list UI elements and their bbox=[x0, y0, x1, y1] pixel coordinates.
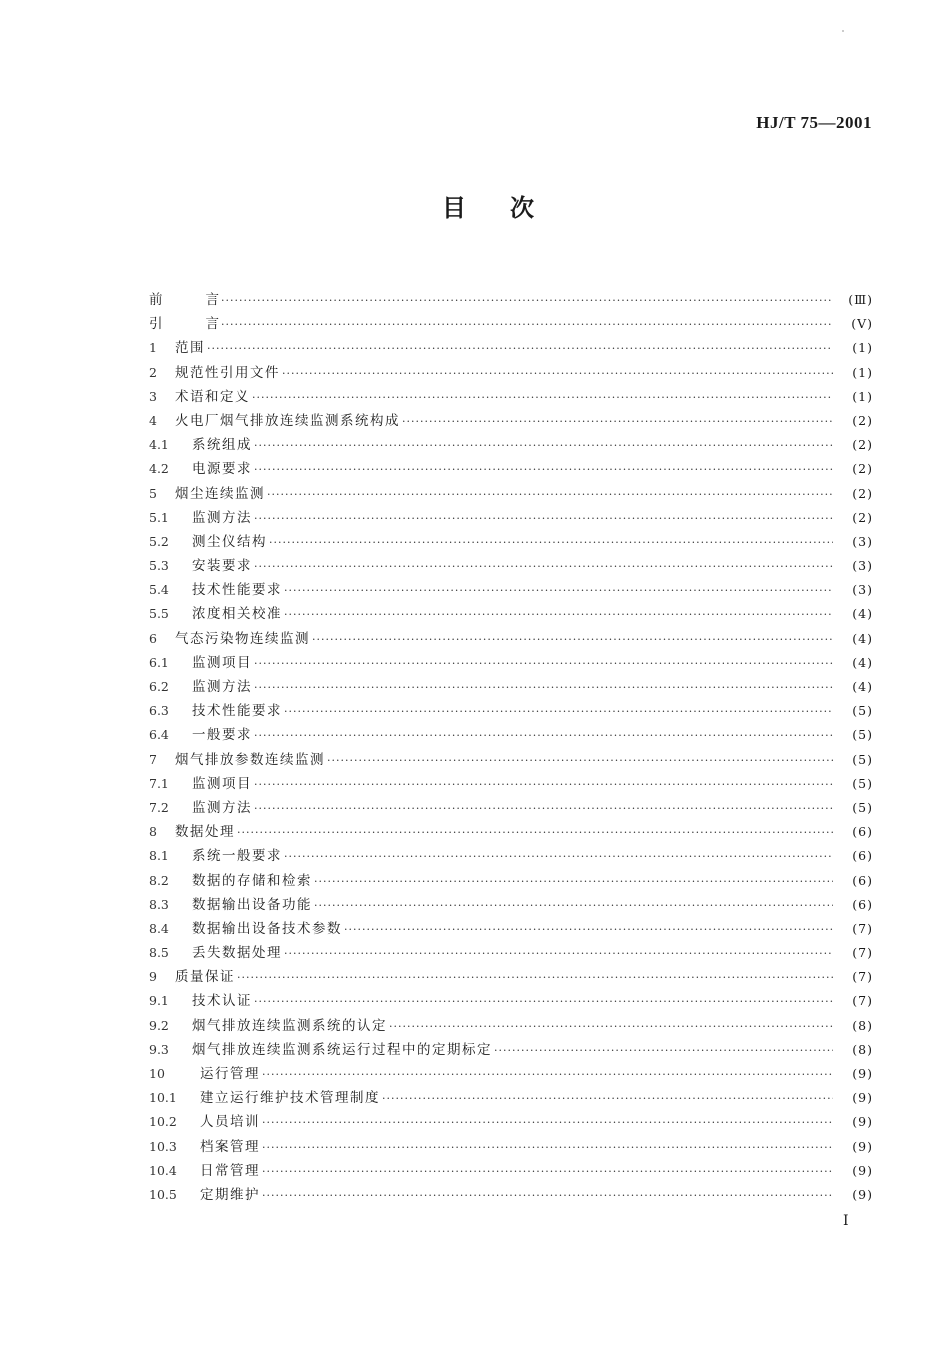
toc-entry-label: 数据输出设备技术参数 bbox=[192, 920, 342, 937]
toc-entry[interactable] bbox=[149, 1110, 873, 1134]
toc-entry-number: 6 bbox=[149, 630, 157, 646]
toc-entry-label: 建立运行维护技术管理制度 bbox=[200, 1090, 380, 1107]
toc-entry[interactable] bbox=[149, 965, 873, 989]
toc-entry-label: 人员培训 bbox=[200, 1114, 260, 1131]
toc-entry-page: (6) bbox=[852, 848, 873, 864]
toc-leader-dots bbox=[237, 971, 833, 984]
toc-leader-dots bbox=[254, 802, 833, 815]
toc-entry-page: (9) bbox=[852, 1138, 873, 1154]
toc-entry-page: (5) bbox=[852, 703, 873, 719]
toc-entry[interactable] bbox=[149, 917, 873, 941]
toc-entry-number: 6.1 bbox=[149, 654, 169, 670]
toc-entry-page: (2) bbox=[852, 485, 873, 501]
toc-leader-dots bbox=[284, 850, 833, 863]
toc-entry-label: 监测方法 bbox=[192, 509, 252, 526]
toc-entry-page: (6) bbox=[852, 872, 873, 888]
toc-entry-number: 4.2 bbox=[149, 461, 169, 477]
page-number: I bbox=[843, 1213, 849, 1229]
toc-entry-page: (2) bbox=[852, 437, 873, 453]
page-title-char: 次 bbox=[510, 194, 578, 222]
toc-entry-label-char: 引 bbox=[149, 316, 163, 333]
toc-entry-number: 10.4 bbox=[149, 1162, 177, 1178]
toc-entry-label: 烟气排放连续监测系统的认定 bbox=[192, 1017, 387, 1034]
toc-entry[interactable] bbox=[149, 869, 873, 893]
toc-entry-number: 8.5 bbox=[149, 945, 169, 961]
toc-entry[interactable] bbox=[149, 748, 873, 772]
toc-entry-page: (9) bbox=[852, 1066, 873, 1081]
toc-leader-dots bbox=[389, 1020, 833, 1033]
toc-entry-label: 安装要求 bbox=[192, 558, 252, 575]
toc-entry-label: 气态污染物连续监测 bbox=[175, 630, 310, 647]
toc-leader-dots bbox=[254, 560, 833, 573]
toc-entry[interactable] bbox=[149, 578, 873, 602]
toc-entry-number: 10.1 bbox=[149, 1090, 177, 1106]
toc-entry-number: 5.2 bbox=[149, 533, 169, 549]
toc-entry[interactable] bbox=[149, 1014, 873, 1038]
toc-entry-page: (2) bbox=[852, 412, 873, 428]
toc-entry-page: (3) bbox=[852, 558, 873, 574]
toc-entry-number: 9.2 bbox=[149, 1017, 169, 1033]
toc-entry-label: 系统一般要求 bbox=[192, 848, 282, 865]
toc-entry[interactable] bbox=[149, 554, 873, 578]
toc-entry-label: 技术认证 bbox=[192, 993, 252, 1010]
toc-entry-number: 4.1 bbox=[149, 437, 169, 453]
toc-entry[interactable] bbox=[149, 361, 873, 385]
toc-entry-label: 定期维护 bbox=[200, 1186, 260, 1203]
toc-entry-label-char: 言 bbox=[205, 292, 219, 308]
toc-leader-dots bbox=[262, 1116, 833, 1129]
toc-entry[interactable] bbox=[149, 385, 873, 409]
toc-entry[interactable] bbox=[149, 288, 873, 312]
toc-entry-label: 规范性引用文件 bbox=[175, 364, 280, 381]
toc-entry-number: 5 bbox=[149, 485, 157, 501]
toc-entry-number: 3 bbox=[149, 388, 157, 404]
toc-entry-number: 6.3 bbox=[149, 703, 169, 719]
toc-leader-dots bbox=[221, 294, 833, 307]
toc-entry-label bbox=[149, 312, 219, 332]
toc-leader-dots bbox=[344, 923, 833, 936]
table-of-contents bbox=[149, 288, 873, 1207]
toc-leader-dots bbox=[254, 512, 833, 525]
toc-entry-number: 5.3 bbox=[149, 558, 169, 574]
toc-entry-number: 9.1 bbox=[149, 993, 169, 1009]
toc-entry-label: 数据处理 bbox=[175, 824, 235, 841]
toc-entry[interactable] bbox=[149, 1135, 873, 1159]
toc-entry-number: 5.4 bbox=[149, 582, 169, 598]
toc-entry-page: (4) bbox=[852, 606, 873, 622]
toc-leader-dots bbox=[314, 899, 833, 912]
toc-entry-page: (9) bbox=[852, 1162, 873, 1178]
toc-entry-number: 7 bbox=[149, 751, 157, 767]
toc-entry-number: 6.4 bbox=[149, 727, 169, 743]
toc-entry-page: (4) bbox=[852, 654, 873, 670]
toc-entry-page: (4) bbox=[852, 679, 873, 694]
toc-entry-number: 10.5 bbox=[149, 1186, 177, 1202]
toc-entry-page: (5) bbox=[852, 727, 873, 743]
toc-entry-number: 7.2 bbox=[149, 799, 169, 815]
toc-entry-page: (8) bbox=[852, 1017, 873, 1033]
toc-entry-number: 4 bbox=[149, 412, 157, 428]
page-title-char: 目 bbox=[442, 194, 510, 222]
toc-entry-label: 技术性能要求 bbox=[192, 582, 282, 599]
toc-entry-page: (5) bbox=[852, 751, 873, 767]
toc-entry[interactable] bbox=[149, 336, 873, 360]
toc-entry[interactable] bbox=[149, 506, 873, 530]
toc-entry[interactable] bbox=[149, 699, 873, 723]
toc-entry-page: (1) bbox=[852, 340, 873, 356]
toc-entry-label: 监测方法 bbox=[192, 799, 252, 816]
toc-entry-label: 术语和定义 bbox=[175, 388, 250, 405]
toc-entry-page: (2) bbox=[852, 509, 873, 525]
toc-entry-label-char: 前 bbox=[149, 292, 163, 308]
toc-entry-label: 浓度相关校准 bbox=[192, 606, 282, 623]
toc-leader-dots bbox=[284, 584, 833, 597]
toc-leader-dots bbox=[252, 391, 833, 404]
toc-leader-dots bbox=[262, 1141, 833, 1154]
toc-entry-page: (7) bbox=[852, 969, 873, 985]
toc-entry[interactable] bbox=[149, 893, 873, 917]
toc-leader-dots bbox=[254, 995, 833, 1008]
toc-entry-page: (1) bbox=[852, 388, 873, 404]
toc-leader-dots bbox=[262, 1068, 833, 1081]
toc-entry[interactable] bbox=[149, 772, 873, 796]
toc-entry[interactable] bbox=[149, 989, 873, 1013]
toc-entry-page: (4) bbox=[852, 630, 873, 646]
toc-entry[interactable] bbox=[149, 602, 873, 626]
toc-leader-dots bbox=[262, 1189, 833, 1202]
toc-entry-number: 10.3 bbox=[149, 1138, 177, 1154]
toc-entry-number: 5.1 bbox=[149, 509, 169, 525]
toc-entry-page: (7) bbox=[852, 920, 873, 936]
toc-entry[interactable] bbox=[149, 675, 873, 699]
toc-entry[interactable] bbox=[149, 796, 873, 820]
toc-entry-number: 1 bbox=[149, 340, 157, 356]
toc-entry-page: (9) bbox=[852, 1090, 873, 1106]
toc-entry-label: 一般要求 bbox=[192, 727, 252, 744]
toc-leader-dots bbox=[254, 439, 833, 452]
toc-entry[interactable] bbox=[149, 723, 873, 747]
toc-entry-number: 8 bbox=[149, 824, 157, 840]
toc-entry-page: (7) bbox=[852, 945, 873, 961]
toc-entry-label-char: 言 bbox=[205, 316, 219, 333]
toc-entry[interactable] bbox=[149, 1038, 873, 1062]
toc-entry-page: (8) bbox=[852, 1041, 873, 1057]
toc-entry-page: (5) bbox=[852, 799, 873, 815]
toc-entry[interactable] bbox=[149, 530, 873, 554]
toc-entry-label: 系统组成 bbox=[192, 437, 252, 454]
toc-entry-page: (2) bbox=[852, 461, 873, 477]
toc-entry[interactable] bbox=[149, 409, 873, 433]
toc-entry-label: 档案管理 bbox=[200, 1138, 260, 1155]
toc-entry-label: 日常管理 bbox=[200, 1162, 260, 1179]
toc-entry-label: 监测方法 bbox=[192, 679, 252, 695]
toc-entry-label: 监测项目 bbox=[192, 654, 252, 671]
toc-leader-dots bbox=[254, 657, 833, 670]
toc-entry-label: 火电厂烟气排放连续监测系统构成 bbox=[175, 412, 400, 429]
toc-entry[interactable] bbox=[149, 433, 873, 457]
toc-entry-page: (Ⅲ) bbox=[848, 292, 873, 307]
toc-leader-dots bbox=[282, 367, 833, 380]
toc-entry[interactable] bbox=[149, 651, 873, 675]
toc-leader-dots bbox=[494, 1044, 833, 1057]
toc-entry-number: 10.2 bbox=[149, 1114, 177, 1130]
toc-leader-dots bbox=[312, 633, 833, 646]
toc-entry-number: 8.3 bbox=[149, 896, 169, 912]
toc-entry-number: 5.5 bbox=[149, 606, 169, 622]
page-title bbox=[0, 188, 950, 223]
toc-entry[interactable] bbox=[149, 1062, 873, 1086]
toc-entry[interactable] bbox=[149, 457, 873, 481]
toc-leader-dots bbox=[254, 463, 833, 476]
toc-entry[interactable] bbox=[149, 312, 873, 336]
toc-entry[interactable] bbox=[149, 1183, 873, 1207]
toc-entry-number: 7.1 bbox=[149, 775, 169, 791]
toc-entry-label: 技术性能要求 bbox=[192, 703, 282, 720]
toc-entry-label: 烟气排放参数连续监测 bbox=[175, 751, 325, 768]
toc-entry[interactable] bbox=[149, 627, 873, 651]
toc-leader-dots bbox=[254, 681, 833, 694]
toc-leader-dots bbox=[284, 705, 833, 718]
toc-leader-dots bbox=[254, 778, 833, 791]
toc-entry-number: 8.4 bbox=[149, 920, 169, 936]
toc-entry-number: 9 bbox=[149, 969, 157, 985]
toc-entry-label: 烟尘连续监测 bbox=[175, 485, 265, 502]
toc-entry-label: 范围 bbox=[175, 340, 205, 357]
toc-leader-dots bbox=[284, 608, 833, 621]
toc-leader-dots bbox=[207, 342, 833, 355]
toc-entry-page: (9) bbox=[852, 1186, 873, 1202]
toc-entry-number: 6.2 bbox=[149, 679, 169, 694]
toc-leader-dots bbox=[402, 415, 833, 428]
toc-entry-page: (6) bbox=[852, 896, 873, 912]
toc-leader-dots bbox=[221, 318, 833, 331]
toc-entry-number: 8.2 bbox=[149, 872, 169, 888]
toc-entry-label: 监测项目 bbox=[192, 775, 252, 792]
toc-leader-dots bbox=[382, 1092, 833, 1105]
scan-mark bbox=[842, 30, 844, 32]
toc-entry-page: (9) bbox=[852, 1114, 873, 1130]
toc-entry[interactable] bbox=[149, 482, 873, 506]
toc-entry-number: 8.1 bbox=[149, 848, 169, 864]
toc-entry-page: (3) bbox=[852, 582, 873, 598]
toc-entry-page: (6) bbox=[852, 824, 873, 840]
toc-leader-dots bbox=[327, 754, 833, 767]
toc-entry-label: 数据输出设备功能 bbox=[192, 896, 312, 913]
toc-leader-dots bbox=[254, 729, 833, 742]
document-code: HJ/T 75—2001 bbox=[756, 113, 872, 132]
toc-entry-page: (3) bbox=[852, 533, 873, 549]
toc-entry-label: 烟气排放连续监测系统运行过程中的定期标定 bbox=[192, 1041, 492, 1058]
toc-leader-dots bbox=[269, 536, 833, 549]
toc-entry[interactable] bbox=[149, 941, 873, 965]
toc-entry-page: (5) bbox=[852, 775, 873, 791]
toc-entry[interactable] bbox=[149, 1159, 873, 1183]
toc-leader-dots bbox=[314, 875, 833, 888]
toc-leader-dots bbox=[284, 947, 833, 960]
toc-entry-number: 10 bbox=[149, 1066, 165, 1081]
toc-entry-label: 质量保证 bbox=[175, 969, 235, 986]
toc-leader-dots bbox=[262, 1165, 833, 1178]
toc-entry-label: 测尘仪结构 bbox=[192, 533, 267, 550]
toc-entry[interactable] bbox=[149, 1086, 873, 1110]
toc-entry-number: 2 bbox=[149, 364, 157, 380]
toc-entry[interactable] bbox=[149, 820, 873, 844]
toc-entry-label: 丢失数据处理 bbox=[192, 945, 282, 962]
toc-entry-page: (7) bbox=[852, 993, 873, 1009]
toc-entry-label bbox=[149, 288, 219, 308]
toc-entry[interactable] bbox=[149, 844, 873, 868]
toc-leader-dots bbox=[267, 488, 833, 501]
toc-leader-dots bbox=[237, 826, 833, 839]
toc-entry-label: 电源要求 bbox=[192, 461, 252, 478]
toc-entry-page: (1) bbox=[852, 364, 873, 380]
toc-entry-page: (Ⅴ) bbox=[851, 316, 873, 332]
toc-entry-label: 数据的存储和检索 bbox=[192, 872, 312, 889]
toc-entry-number: 9.3 bbox=[149, 1041, 169, 1057]
toc-entry-label: 运行管理 bbox=[200, 1066, 260, 1082]
